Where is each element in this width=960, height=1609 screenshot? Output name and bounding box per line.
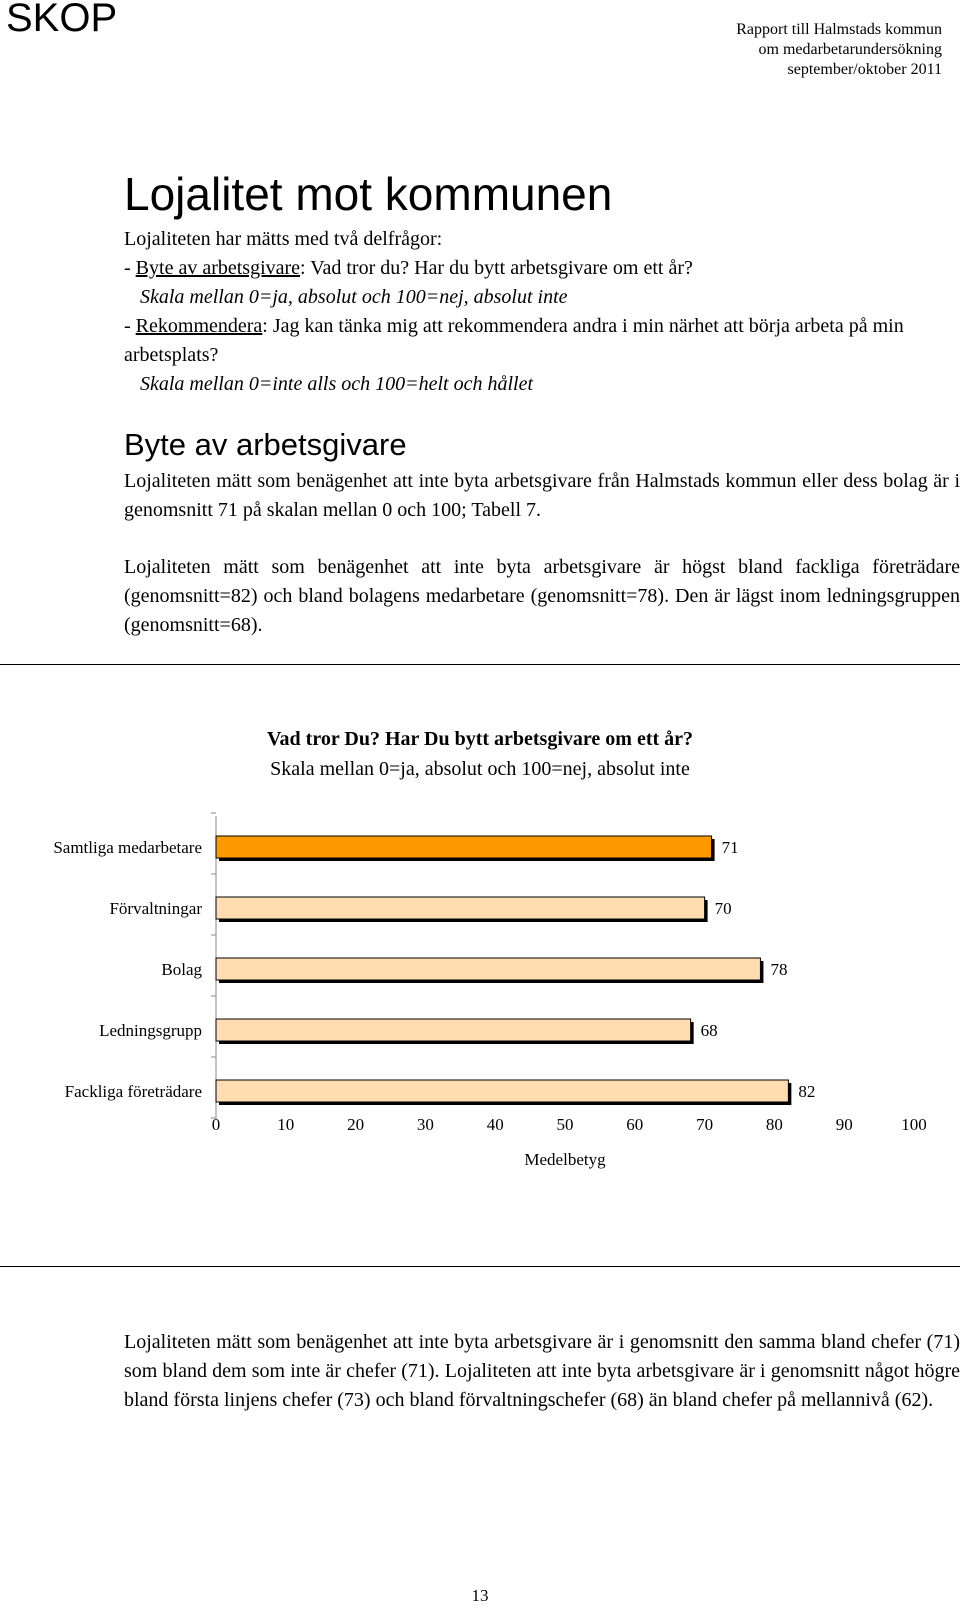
subsection-body (124, 467, 960, 668)
x-tick-label: 30 (416, 1115, 434, 1134)
data-label: 70 (714, 899, 732, 918)
bar (216, 1080, 788, 1102)
bar (216, 836, 712, 858)
x-tick-label: 90 (835, 1115, 853, 1134)
x-tick-label: 20 (347, 1115, 365, 1134)
data-label: 82 (798, 1082, 816, 1101)
question-1-scale: Skala mellan 0=ja, absolut och 100=nej, absolut inte (140, 286, 568, 308)
x-tick-label: 0 (211, 1115, 221, 1134)
chart-subtitle: Skala mellan 0=ja, absolut och 100=nej, absolut inte (270, 758, 690, 780)
x-tick-label: 80 (765, 1115, 783, 1134)
chart-title-block (0, 724, 960, 784)
x-tick-label: 70 (696, 1115, 714, 1134)
question-1-text: : Vad tror du? Har du bytt arbetsgivare om ett år? (300, 257, 693, 279)
x-tick-label: 100 (901, 1115, 927, 1134)
chart-bottom-rule (0, 1266, 960, 1267)
question-2-label: Rekommendera (135, 315, 263, 337)
chart-title: Vad tror Du? Har Du bytt arbetsgivare om ett år? (266, 728, 694, 750)
bar (216, 1019, 691, 1041)
intro-line: Lojaliteten har mätts med två delfrågor: (124, 228, 443, 250)
section-title: Lojalitet mot kommunen (124, 168, 613, 220)
bar (216, 958, 760, 980)
category-label: Ledningsgrupp (99, 1021, 202, 1040)
question-2-text: : Jag kan tänka mig att rekommendera andra i min närhet att börja arbeta på min arbetsplats? (124, 315, 904, 366)
category-label: Fackliga företrädare (64, 1082, 202, 1101)
paragraph-1: Lojaliteten mätt som benägenhet att inte byta arbetsgivare från Halmstads kommun eller dess bolag är i genomsnitt 71 på skalan mellan 0 och 100; Tabell 7. (124, 470, 960, 521)
bar-chart (0, 790, 960, 1200)
skop-logo: SKOP (6, 0, 118, 40)
data-label: 71 (721, 838, 739, 857)
data-label: 78 (770, 960, 788, 979)
x-tick-label: 60 (626, 1115, 644, 1134)
report-header-line3: september/oktober 2011 (787, 61, 942, 78)
bar (216, 897, 705, 919)
report-header-line2: om medarbetarundersökning (758, 41, 942, 58)
page-number: 13 (471, 1586, 489, 1605)
x-tick-label: 10 (277, 1115, 295, 1134)
chart-top-rule (0, 664, 960, 665)
question-1 (124, 254, 954, 283)
report-header (736, 20, 942, 80)
question-2 (124, 312, 954, 370)
paragraph-2: Lojaliteten mätt som benägenhet att inte byta arbetsgivare är högst bland fackliga företrädare (genomsnitt=82) och bland bolagens medarbetare (genomsnitt=78). Den är lägst inom ledningsgruppen (genomsnitt=68). (124, 556, 960, 636)
category-label: Förvaltningar (109, 899, 202, 918)
question-1-label: Byte av arbetsgivare (135, 257, 301, 279)
category-label: Samtliga medarbetare (53, 838, 202, 857)
x-axis-label: Medelbetyg (524, 1150, 606, 1169)
paragraph-3: Lojaliteten mätt som benägenhet att inte byta arbetsgivare är i genomsnitt den samma bland chefer (71) som bland dem som inte är chefer (71). Lojaliteten att inte byta arbetsgivare är i genomsnitt något högre bland första linjens chefer (73) och bland förvaltningschefer (68) än bland chefer på mellannivå (62). (124, 1331, 960, 1411)
intro-block (124, 225, 954, 399)
category-label: Bolag (161, 960, 202, 979)
after-chart-body (124, 1328, 960, 1415)
question-2-scale: Skala mellan 0=inte alls och 100=helt och hållet (140, 373, 534, 395)
x-tick-label: 50 (556, 1115, 574, 1134)
question-1-prefix: - (124, 257, 136, 279)
report-header-line1: Rapport till Halmstads kommun (736, 21, 942, 38)
data-label: 68 (700, 1021, 718, 1040)
question-2-prefix: - (124, 315, 136, 337)
x-tick-label: 40 (486, 1115, 504, 1134)
subsection-title: Byte av arbetsgivare (124, 427, 407, 462)
